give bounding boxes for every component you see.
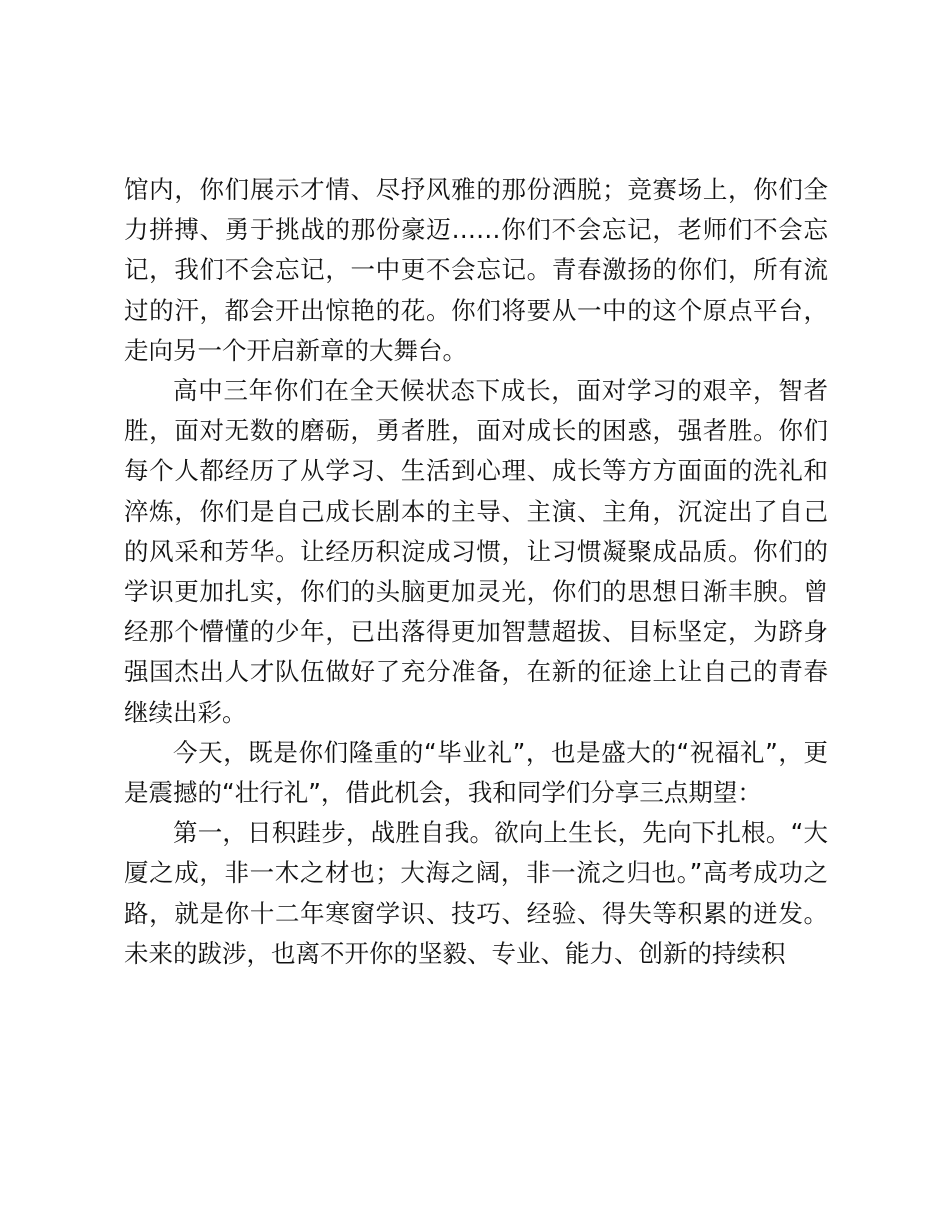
- paragraph-4: 第一，日积跬步，战胜自我。欲向上生长，先向下扎根。“大厦之成，非一木之材也；大海之阔，非一流之归也。”高考成功之路，就是你十二年寒窗学识、技巧、经验、得失等积累的迸发。未来的跋涉，也离不开你的坚毅、专业、能力、创新的持续积: [124, 818, 828, 968]
- paragraph-1: 馆内，你们展示才情、尽抒风雅的那份洒脱；竞赛场上，你们全力拼搏、勇于挑战的那份豪迈……你们不会忘记，老师们不会忘记，我们不会忘记，一中更不会忘记。青春激扬的你们，所有流过的汗，都会开出惊艳的花。你们将要从一中的这个原点平台，走向另一个开启新章的大舞台。: [124, 175, 828, 365]
- body-text: [124, 170, 828, 974]
- paragraph-3: 今天，既是你们隆重的“毕业礼”，也是盛大的“祝福礼”，更是震撼的“壮行礼”，借此机会，我和同学们分享三点期望：: [124, 737, 828, 808]
- paragraph-2: 高中三年你们在全天候状态下成长，面对学习的艰辛，智者胜，面对无数的磨砺，勇者胜，面对成长的困惑，强者胜。你们每个人都经历了从学习、生活到心理、成长等方方面面的洗礼和淬炼，你们是自己成长剧本的主导、主演、主角，沉淀出了自己的风采和芳华。让经历积淀成习惯，让习惯凝聚成品质。你们的学识更加扎实，你们的头脑更加灵光，你们的思想日渐丰腴。曾经那个懵懂的少年，已出落得更加智慧超拔、目标坚定，为跻身强国杰出人才队伍做好了充分准备，在新的征途上让自己的青春继续出彩。: [124, 376, 828, 727]
